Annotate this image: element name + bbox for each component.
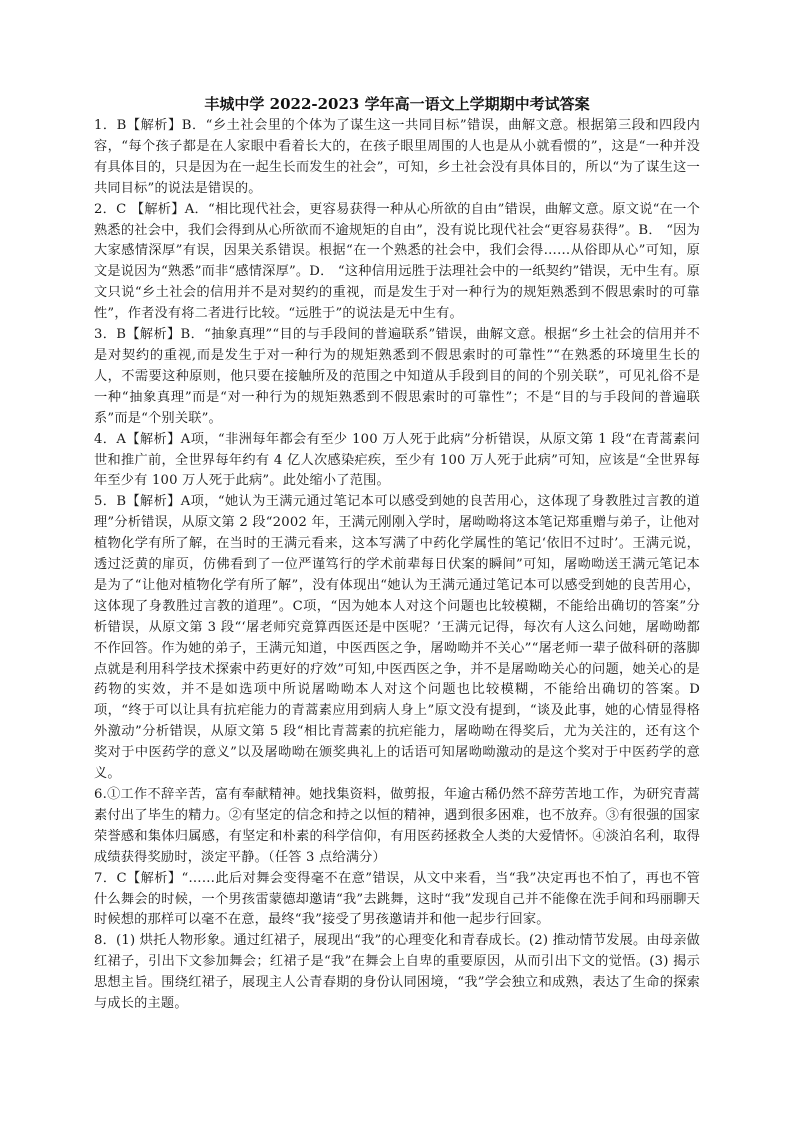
answer-3: 3．B【解析】B．“抽象真理”“目的与手段间的普遍联系”错误，曲解文意。根据“乡土社会的信用并不是对契约的重视,而是发生于对一种行为的规矩熟悉到不假思索时的可靠性”“在熟悉的环境里生长的人，不需要这种原则，他只要在接触所及的范围之中知道从手段到目的间的个别关联”，可见礼俗不是一种“抽象真理”而是“对一种行为的规矩熟悉到不假思索时的可靠性”；不是“目的与手段间的普遍联系”而是“个别关联”。	[94, 327, 700, 426]
answer-8: 8．(1) 烘托人物形象。通过红裙子，展现出“我”的心理变化和青春成长。(2) 推动情节发展。由母亲做红裙子，引出下文参加舞会；红裙子是“我”在舞会上自卑的重要原因，从而引出下文的觉悟。(3) 揭示思想主旨。围绕红裙子，展现主人公青春期的身份认同困境，“我”学会独立和成熟，表达了生命的探索与成长的主题。	[94, 933, 700, 1012]
document-title: 丰城中学 2022-2023 学年高一语文上学期期中考试答案	[204, 95, 590, 113]
answer-7: 7．C【解析】“……此后对舞会变得毫不在意”错误，从文中来看，当“我”决定再也不怕了，再也不管什么舞会的时候，一个男孩雷蒙德却邀请“我”去跳舞，这时“我”发现自己并不能像在洗手间和玛丽聊天时候想的那样可以毫不在意，最终“我”接受了男孩邀请并和他一起步行回家。	[94, 870, 700, 928]
answer-1: 1．B【解析】B．“乡土社会里的个体为了谋生这一共同目标”错误，曲解文意。根据第三段和四段内容，“每个孩子都是在人家眼中看着长大的，在孩子眼里周围的人也是从小就看惯的”，这是“一种并没有具体目的，只是因为在一起生长而发生的社会”，可知，乡土社会没有具体目的，所以“为了谋生这一共同目标”的说法是错误的。	[94, 118, 700, 196]
answer-2: 2．C 【解析】A．“相比现代社会，更容易获得一种从心所欲的自由”错误，曲解文意。原文说“在一个熟悉的社会中，我们会得到从心所欲而不逾规矩的自由”，没有说比现代社会“更容易获得”。B． “因为大家感情深厚”有误，因果关系错误。根据“在一个熟悉的社会中，我们会得……从俗即从心”可知，原文是说因为“熟悉”而非“感情深厚”。D． “这种信用远胜于法理社会中的一纸契约”错误，无中生有。原文只说“乡土社会的信用并不是对契约的重视，而是发生于对一种行为的规矩熟悉到不假思索时的可靠性”，作者没有将二者进行比较。“远胜于”的说法是无中生有。	[94, 201, 700, 322]
answer-5: 5．B【解析】A项，“她认为王满元通过笔记本可以感受到她的良苦用心，这体现了身教胜过言教的道理”分析错误，从原文第 2 段“2002 年，王满元刚刚入学时，屠呦呦将这本笔记郑重赠与弟子，让他对植物化学有所了解，在当时的王满元看来，这本写满了中药化学属性的笔记‘依旧不过时’。王满元说，透过泛黄的扉页，仿佛看到了一位严谨笃行的学术前辈每日伏案的瞬间”可知，屠呦呦送王满元笔记本是为了“让他对植物化学有所了解”，没有体现出“她认为王满元通过笔记本可以感受到她的良苦用心，这体现了身教胜过言教的道理”。C项，“因为她本人对这个问题也比较模糊，不能给出确切的答案”分析错误，从原文第 3 段“‘屠老师究竟算西医还是中医呢？’王满元记得，每次有人这么问她，屠呦呦都不作回答。作为她的弟子，王满元知道，中医西医之争，屠呦呦并不关心”“屠老师一辈子做科研的落脚点就是利用科学技术探索中药更好的疗效”可知,中医西医之争，并不是屠呦呦关心的问题，她关心的是药物的实效，并不是如选项中所说屠呦呦本人对这个问题也比较模糊，不能给出确切的答案。D项，“终于可以让具有抗疟能力的青蒿素应用到病人身上”原文没有提到，“谈及此事，她的心情显得格外激动”分析错误，从原文第 5 段“相比青蒿素的抗疟能力，屠呦呦在得奖后，尤为关注的，还有这个奖对于中医药学的意义”以及屠呦呦在颁奖典礼上的话语可知屠呦呦激动的是这个奖对于中医药学的意义。	[94, 494, 700, 782]
answer-4: 4．A【解析】A项，“非洲每年都会有至少 100 万人死于此病”分析错误，从原文第 1 段“在青蒿素问世和推广前，全世界每年约有 4 亿人次感染疟疾，至少有 100 万人死于此病”可知，应该是“全世界每年至少有 100 万人死于此病”。此处缩小了范围。	[94, 431, 700, 489]
answer-body	[94, 116, 700, 1015]
answer-6: 6.①工作不辞辛苦，富有奉献精神。她找集资料，做剪报，年逾古稀仍然不辞劳苦地工作，为研究青蒿素付出了毕生的精力。②有坚定的信念和持之以恒的精神，遇到很多困难，也不放弃。③有很强的国家荣誉感和集体归属感，有坚定和朴素的科学信仰，有用医药拯救全人类的大爱情怀。④淡泊名利，取得成绩获得奖励时，淡定平静。（任答 3 点给满分）	[94, 787, 700, 865]
